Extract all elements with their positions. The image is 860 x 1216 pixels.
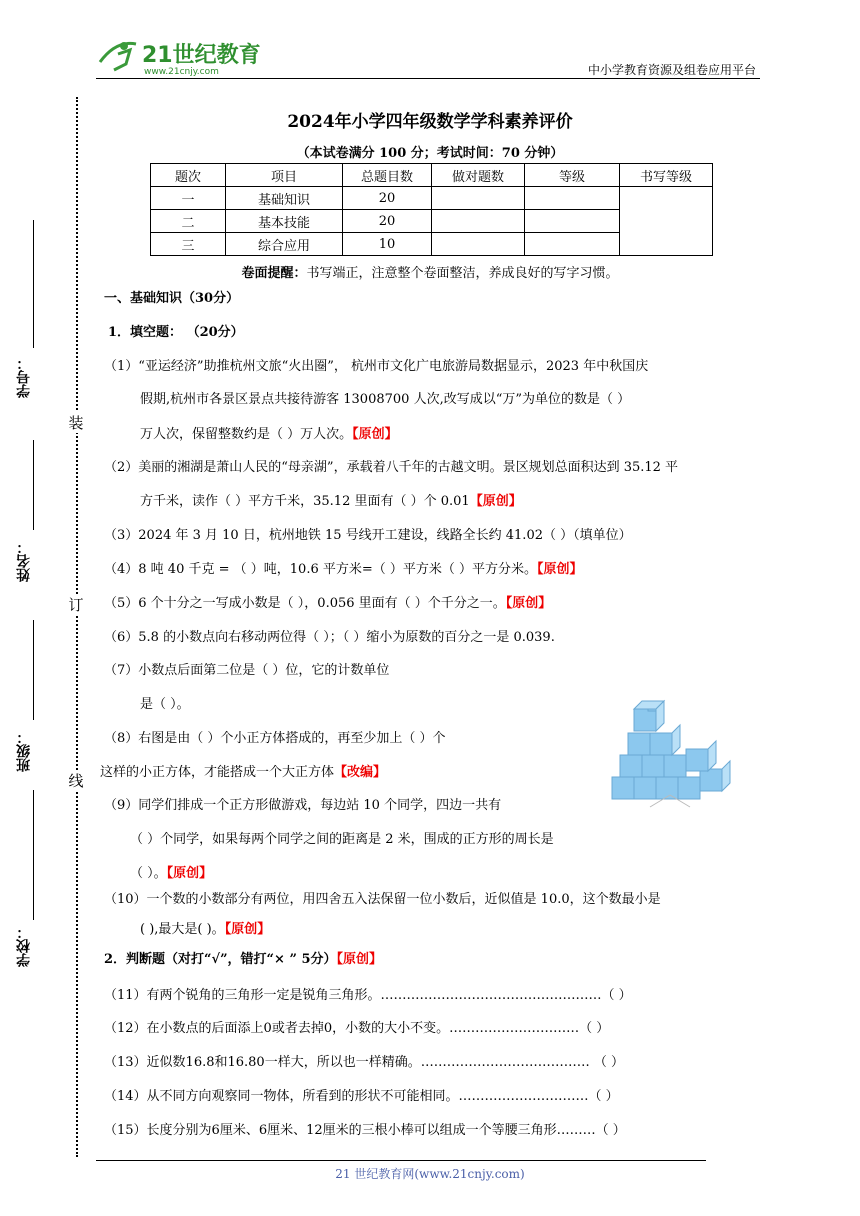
q10-text: ( ),最大是( )。: [140, 922, 225, 937]
th-total: 总题目数: [343, 164, 432, 187]
judge-q14: （14）从不同方向观察同一物体，所看到的形状不可能相同。…………………………（ ）: [104, 1089, 619, 1104]
footer-rule: [96, 1160, 706, 1161]
tag-original: 【原创】: [505, 596, 552, 611]
q8-line2: [100, 763, 386, 783]
school-label: 学校：: [16, 925, 32, 967]
tag-original: 【原创】: [537, 562, 583, 577]
tag-original: 【原创】: [336, 952, 383, 967]
q9-line1: （9）同学们排成一个正方形做游戏，每边站 10 个同学，四边一共有: [104, 798, 502, 813]
header-rule: [96, 78, 760, 79]
score-table-header: [151, 164, 713, 187]
cell: 20: [343, 210, 432, 233]
cell: 三: [151, 233, 226, 256]
q10-line1: （10）一个数的小数部分有两位，用四舍五入法保留一位小数后，近似值是 10.0，这个数最小是: [104, 892, 661, 907]
q1-line3: [140, 425, 398, 445]
cell: 20: [343, 187, 432, 210]
class-line: [33, 620, 34, 720]
school-line: [33, 790, 34, 920]
header-platform-text: 中小学教育资源及组卷应用平台: [587, 63, 756, 77]
logo-url: www.21cnjy.com: [144, 67, 219, 77]
th-correct: 做对题数: [432, 164, 525, 187]
q9-text: （ ）。: [130, 866, 167, 881]
tag-original: 【原创】: [352, 427, 398, 442]
class-label: 班级：: [16, 730, 32, 772]
th-project: 项目: [226, 164, 343, 187]
note-text: 书写端正，注意整个卷面整洁，养成良好的写字习惯。: [306, 266, 619, 281]
cube-stack-figure: [590, 695, 740, 810]
site-logo: [96, 34, 266, 78]
q5-text: （5）6 个十分之一写成小数是（ ），0.056 里面有（ ）个千分之一。: [104, 596, 506, 611]
score-table: [150, 163, 713, 256]
cell: 二: [151, 210, 226, 233]
note-label: 卷面提醒：: [241, 266, 307, 281]
cell-writing-grade[interactable]: [620, 187, 713, 256]
section1-heading: 一、基础知识（30分）: [104, 291, 240, 306]
tag-original: 【原创】: [469, 494, 522, 509]
binding-char-xian: 线: [66, 770, 86, 791]
q5-line: [104, 594, 551, 614]
th-grade: 等级: [525, 164, 620, 187]
cell-empty[interactable]: [525, 210, 620, 233]
cell-empty[interactable]: [432, 187, 525, 210]
q8-line1: （8）右图是由（ ）个小正方体搭成的，再至少加上（ ）个: [104, 731, 446, 746]
cell: 10: [343, 233, 432, 256]
exam-subtitle: （本试卷满分 100 分；考试时间：70 分钟）: [296, 146, 564, 161]
q10-line2: [140, 920, 270, 940]
q4-line: [104, 560, 583, 580]
part2-text: 2．判断题（对打“√”，错打“× ” 5分）: [104, 952, 337, 967]
th-item: 题次: [151, 164, 226, 187]
table-row: [151, 187, 713, 210]
q1-line2: 假期,杭州市各景区景点共接待游客 13008700 人次,改写成以“万”为单位的数是（ ）: [140, 392, 631, 407]
name-label: 姓名：: [16, 540, 32, 582]
q7-line2: 是（ ）。: [140, 697, 190, 712]
exam-title: 2024年小学四年级数学学科素养评价: [287, 112, 573, 132]
footer-text: 21 世纪教育网(www.21cnjy.com): [335, 1167, 525, 1181]
tag-original: 【原创】: [166, 866, 213, 881]
binding-char-ding: 订: [66, 594, 86, 615]
q1-text: 万人次，保留整数约是（ ）万人次。: [140, 427, 353, 442]
cell-empty[interactable]: [432, 210, 525, 233]
q8-text: 这样的小正方体，才能搭成一个大正方体: [100, 765, 335, 780]
cell: 一: [151, 187, 226, 210]
student-id-line: [33, 220, 34, 348]
judge-q13: （13）近似数16.8和16.80一样大，所以也一样精确。………………………………… （ ）: [104, 1055, 624, 1070]
binding-dashed-line: [76, 97, 78, 1157]
q6-line: （6）5.8 的小数点向右移动两位得（ ）；（ ）缩小为原数的百分之一是 0.039.: [104, 630, 555, 645]
tag-original: 【原创】: [224, 922, 271, 937]
part1-heading: 1．填空题： （20分）: [108, 325, 244, 340]
judge-q15: （15）长度分别为6厘米、6厘米、12厘米的三根小棒可以组成一个等腰三角形………（ ）: [104, 1123, 626, 1138]
q1-line1: （1）“亚运经济”助推杭州文旅“火出圈”， 杭州市文化广电旅游局数据显示，2023 年中秋国庆: [104, 359, 649, 374]
cell: 基本技能: [226, 210, 343, 233]
part2-heading: [104, 950, 382, 970]
binding-char-zhuang: 装: [66, 412, 86, 433]
cell-empty[interactable]: [432, 233, 525, 256]
q2-line2: [140, 492, 522, 512]
judge-q12: （12）在小数点的后面添上0或者去掉0，小数的大小不变。…………………………（ ）: [104, 1021, 610, 1036]
cell-empty[interactable]: [525, 187, 620, 210]
exam-note: [0, 262, 860, 281]
q9-line2: （ ）个同学，如果每两个同学之间的距离是 2 米，围成的正方形的周长是: [130, 832, 554, 847]
tag-adapted: 【改编】: [334, 765, 387, 780]
name-line: [33, 440, 34, 530]
q9-line3: [130, 864, 212, 884]
cell: 综合应用: [226, 233, 343, 256]
q3-line: （3）2024 年 3 月 10 日，杭州地铁 15 号线开工建设，线路全长约 41.02（ ）（填单位）: [104, 528, 632, 543]
logo-text: 21世纪教育: [142, 43, 261, 68]
cell-empty[interactable]: [525, 233, 620, 256]
cell: 基础知识: [226, 187, 343, 210]
judge-q11: （11）有两个锐角的三角形一定是锐角三角形。……………………………………………（ ）: [104, 988, 632, 1003]
q4-text: （4）8 吨 40 千克 = （ ）吨，10.6 平方米=（ ）平方米（ ）平方分米。: [104, 562, 538, 577]
q2-text: 方千米，读作（ ）平方千米，35.12 里面有（ ）个 0.01: [140, 494, 470, 509]
q7-line1: （7）小数点后面第二位是（ ）位，它的计数单位: [104, 663, 390, 678]
student-id-label: 学号：: [16, 356, 32, 398]
th-writing-grade: 书写等级: [620, 164, 713, 187]
q2-line1: （2）美丽的湘湖是萧山人民的“母亲湖”，承载着八千年的古越文明。景区规划总面积达到 35.12 平: [104, 460, 679, 475]
